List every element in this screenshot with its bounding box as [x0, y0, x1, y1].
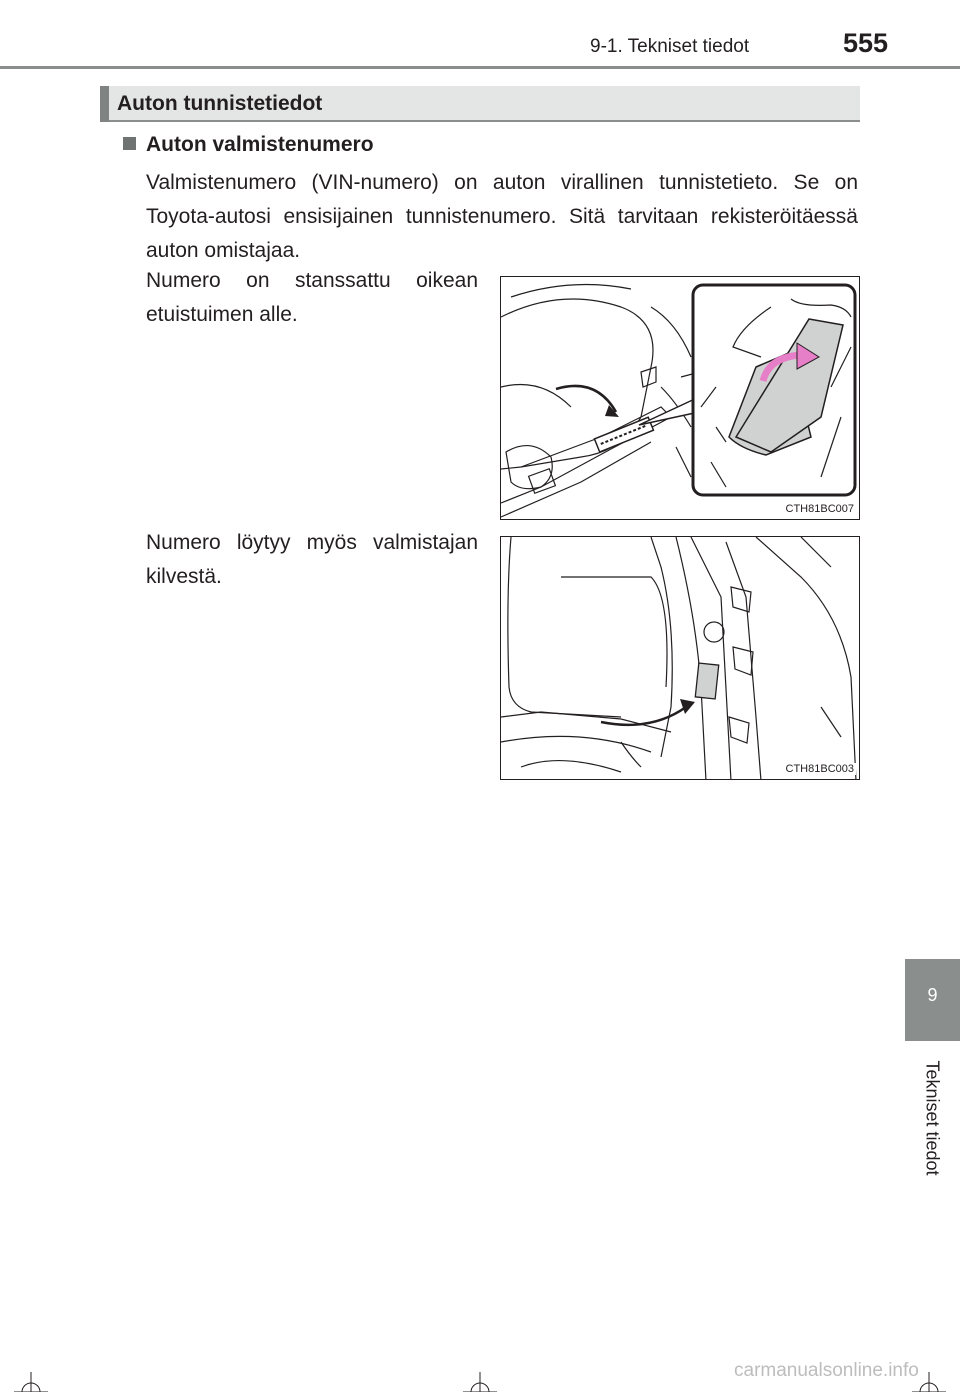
crop-mark-icon — [463, 1366, 497, 1392]
seat-vin-illustration — [501, 277, 860, 520]
crop-mark-icon — [14, 1366, 48, 1392]
subsection-title: Auton valmistenumero — [146, 133, 374, 156]
chapter-number: 9 — [927, 985, 938, 1005]
figure-code-1: CTH81BC007 — [785, 503, 854, 515]
section-accent — [100, 86, 109, 122]
subsection-heading — [123, 133, 374, 157]
page-number: 555 — [843, 28, 889, 58]
figure-code-2: CTH81BC003 — [785, 763, 854, 775]
location-paragraph-2: Numero löytyy myös valmistajan kilvestä. — [146, 531, 478, 588]
section-title: Auton tunnistetiedot — [117, 92, 323, 115]
chapter-tab — [905, 959, 960, 1041]
section-title-bar — [100, 86, 860, 122]
chapter-side-label: Tekniset tiedot — [922, 1060, 943, 1176]
intro-paragraph: Valmistenumero (VIN-numero) on auton virallinen tunnistetieto. Se on Toyota-autosi ensisijainen tunnistenumero. Sitä tarvitaan rekisteröitäessä auton omistajaa. — [146, 171, 858, 262]
figure-manufacturer-plate — [500, 536, 860, 780]
header-rule — [0, 66, 960, 69]
crop-mark-icon — [912, 1366, 946, 1392]
figure-vin-under-seat — [500, 276, 860, 520]
location-paragraph-1: Numero on stanssattu oikean etuistuimen alle. — [146, 269, 478, 326]
watermark: carmanualsonline.info — [734, 1360, 919, 1381]
door-pillar-illustration — [501, 537, 860, 780]
header-section-ref: 9-1. Tekniset tiedot — [590, 36, 750, 57]
square-bullet-icon — [123, 137, 136, 150]
